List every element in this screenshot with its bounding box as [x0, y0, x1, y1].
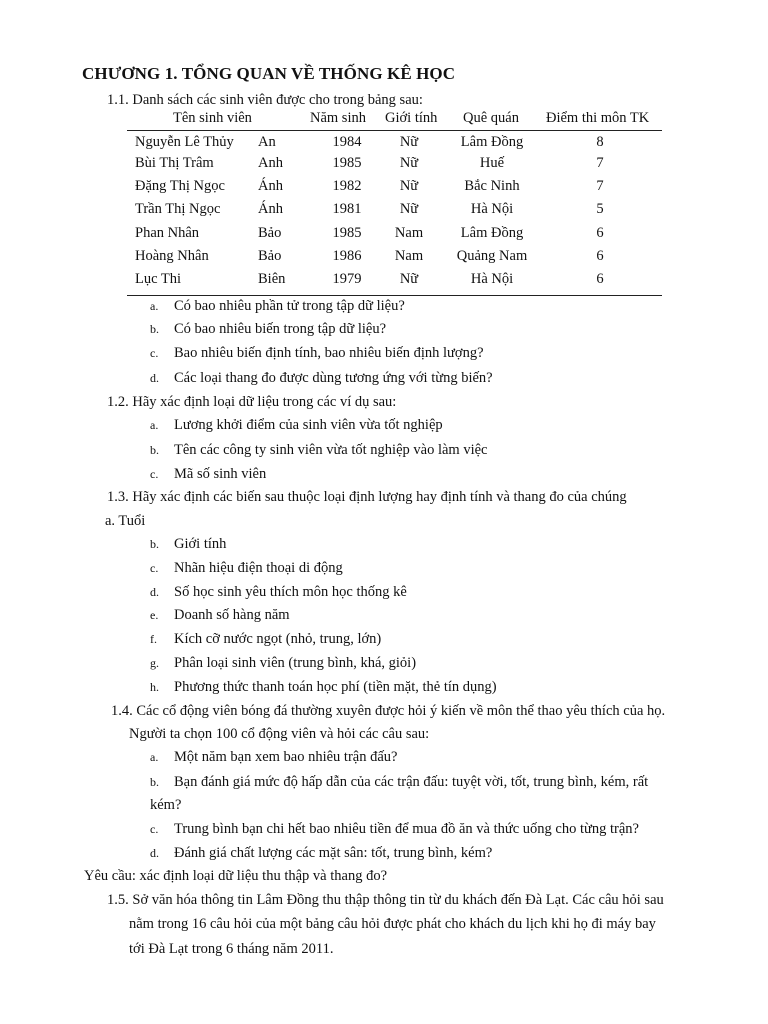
- table-cell: An: [258, 134, 276, 150]
- table-cell: Nữ: [399, 134, 419, 150]
- table-cell: 1981: [332, 201, 362, 217]
- table-cell: Lục Thi: [135, 271, 182, 287]
- table-cell: Hoàng Nhân: [135, 248, 209, 264]
- table-cell: 1979: [332, 271, 362, 287]
- table-cell: 7: [596, 155, 604, 171]
- table-cell: 6: [596, 248, 604, 264]
- table-header-gender: Giới tính: [385, 110, 438, 126]
- table-cell: Anh: [258, 155, 283, 171]
- chapter-title: CHƯƠNG 1. TỔNG QUAN VỀ THỐNG KÊ HỌC: [82, 64, 456, 83]
- table-cell: Nam: [394, 248, 424, 264]
- table-cell: 1982: [332, 178, 362, 194]
- table-cell: Bắc Ninh: [464, 178, 520, 194]
- table-cell: 1986: [332, 248, 362, 264]
- table-cell: Nữ: [399, 201, 419, 217]
- table-cell: Huế: [479, 155, 505, 171]
- list-item: a. Có bao nhiêu phần tử trong tập dữ liệu?: [150, 298, 405, 314]
- table-cell: 8: [596, 134, 604, 150]
- list-item: d. Đánh giá chất lượng các mặt sân: tốt, trung bình, kém?: [150, 845, 493, 861]
- table-cell: 6: [596, 225, 604, 241]
- table-cell: 7: [596, 178, 604, 194]
- table-cell: Bảo: [258, 248, 282, 264]
- list-item: c. Nhãn hiệu điện thoại di động: [150, 560, 343, 576]
- question-1-3-intro: 1.3. Hãy xác định các biến sau thuộc loại định lượng hay định tính và thang đo của chúng: [107, 489, 627, 505]
- list-item: d. Số học sinh yêu thích môn học thống kê: [150, 584, 407, 600]
- question-1-5-line: nằm trong 16 câu hỏi của một bảng câu hỏi được phát cho khách du lịch khi họ đi máy bay: [129, 916, 656, 932]
- question-1-4-intro-cont: Người ta chọn 100 cổ động viên và hỏi các câu sau:: [129, 726, 430, 742]
- question-1-5-line: 1.5. Sở văn hóa thông tin Lâm Đồng thu thập thông tin từ du khách đến Đà Lạt. Các câu hỏi sau: [107, 892, 664, 908]
- list-item: b. Có bao nhiêu biến trong tập dữ liệu?: [150, 321, 387, 337]
- question-1-2-intro: 1.2. Hãy xác định loại dữ liệu trong các ví dụ sau:: [107, 394, 397, 410]
- list-item: c. Bao nhiêu biến định tính, bao nhiêu biến định lượng?: [150, 345, 484, 361]
- list-item: b. Tên các công ty sinh viên vừa tốt nghiệp vào làm việc: [150, 442, 488, 458]
- table-cell: Ánh: [258, 178, 283, 194]
- table-cell: Ánh: [258, 201, 283, 217]
- table-cell: 1985: [332, 155, 362, 171]
- question-1-5-line: tới Đà Lạt trong 6 tháng năm 2011.: [129, 941, 334, 957]
- table-header-score: Điểm thi môn TK: [546, 110, 650, 126]
- table-cell: Lâm Đồng: [460, 134, 524, 150]
- table-cell: Nữ: [399, 155, 419, 171]
- table-header-year: Năm sinh: [310, 110, 366, 126]
- list-item: a. Lương khởi điểm của sinh viên vừa tốt nghiệp: [150, 417, 443, 433]
- table-cell: Nữ: [399, 271, 419, 287]
- table-cell: Hà Nội: [470, 201, 514, 217]
- list-item: c. Trung bình bạn chi hết bao nhiêu tiền để mua đồ ăn và thức uống cho từng trận?: [150, 821, 639, 837]
- list-item: d. Các loại thang đo được dùng tương ứng với từng biến?: [150, 370, 493, 386]
- table-cell: Biên: [258, 271, 286, 287]
- question-1-4-intro: 1.4. Các cổ động viên bóng đá thường xuyên được hỏi ý kiến về môn thể thao yêu thích của họ.: [111, 703, 666, 719]
- table-cell: 5: [596, 201, 604, 217]
- list-item: a. Tuổi: [105, 513, 146, 529]
- table-header-name: Tên sinh viên: [173, 110, 252, 126]
- table-bottom-rule: [127, 295, 662, 296]
- table-cell: Quảng Nam: [456, 248, 528, 264]
- table-cell: 1985: [332, 225, 362, 241]
- table-cell: Phan Nhân: [135, 225, 200, 241]
- table-header-hometown: Quê quán: [463, 110, 519, 126]
- table-cell: Bùi Thị Trâm: [135, 155, 214, 171]
- requirement-text: Yêu cầu: xác định loại dữ liệu thu thập và thang đo?: [84, 868, 388, 884]
- table-cell: Trần Thị Ngọc: [135, 201, 221, 217]
- table-cell: Nữ: [399, 178, 419, 194]
- list-item: b. Giới tính: [150, 536, 227, 552]
- list-item: a. Một năm bạn xem bao nhiêu trận đấu?: [150, 749, 398, 765]
- list-item: g. Phân loại sinh viên (trung bình, khá, giỏi): [150, 655, 417, 671]
- list-item: f. Kích cỡ nước ngọt (nhỏ, trung, lớn): [150, 631, 382, 647]
- table-cell: Nam: [394, 225, 424, 241]
- table-cell: 6: [596, 271, 604, 287]
- list-item: e. Doanh số hàng năm: [150, 607, 290, 623]
- list-item: h. Phương thức thanh toán học phí (tiền mặt, thẻ tín dụng): [150, 679, 497, 695]
- table-cell: Đặng Thị Ngọc: [135, 178, 225, 194]
- list-item-cont: kém?: [150, 797, 182, 813]
- table-cell: Hà Nội: [470, 271, 514, 287]
- list-item: b. Bạn đánh giá mức độ hấp dẫn của các trận đấu: tuyệt vời, tốt, trung bình, kém, rất: [150, 774, 649, 790]
- table-cell: 1984: [332, 134, 362, 150]
- table-cell: Lâm Đồng: [460, 225, 524, 241]
- list-item: c. Mã số sinh viên: [150, 466, 267, 482]
- table-top-rule: [127, 130, 662, 131]
- question-1-1-intro: 1.1. Danh sách các sinh viên được cho trong bảng sau:: [107, 92, 423, 108]
- table-cell: Bảo: [258, 225, 282, 241]
- table-cell: Nguyễn Lê Thủy: [135, 134, 234, 150]
